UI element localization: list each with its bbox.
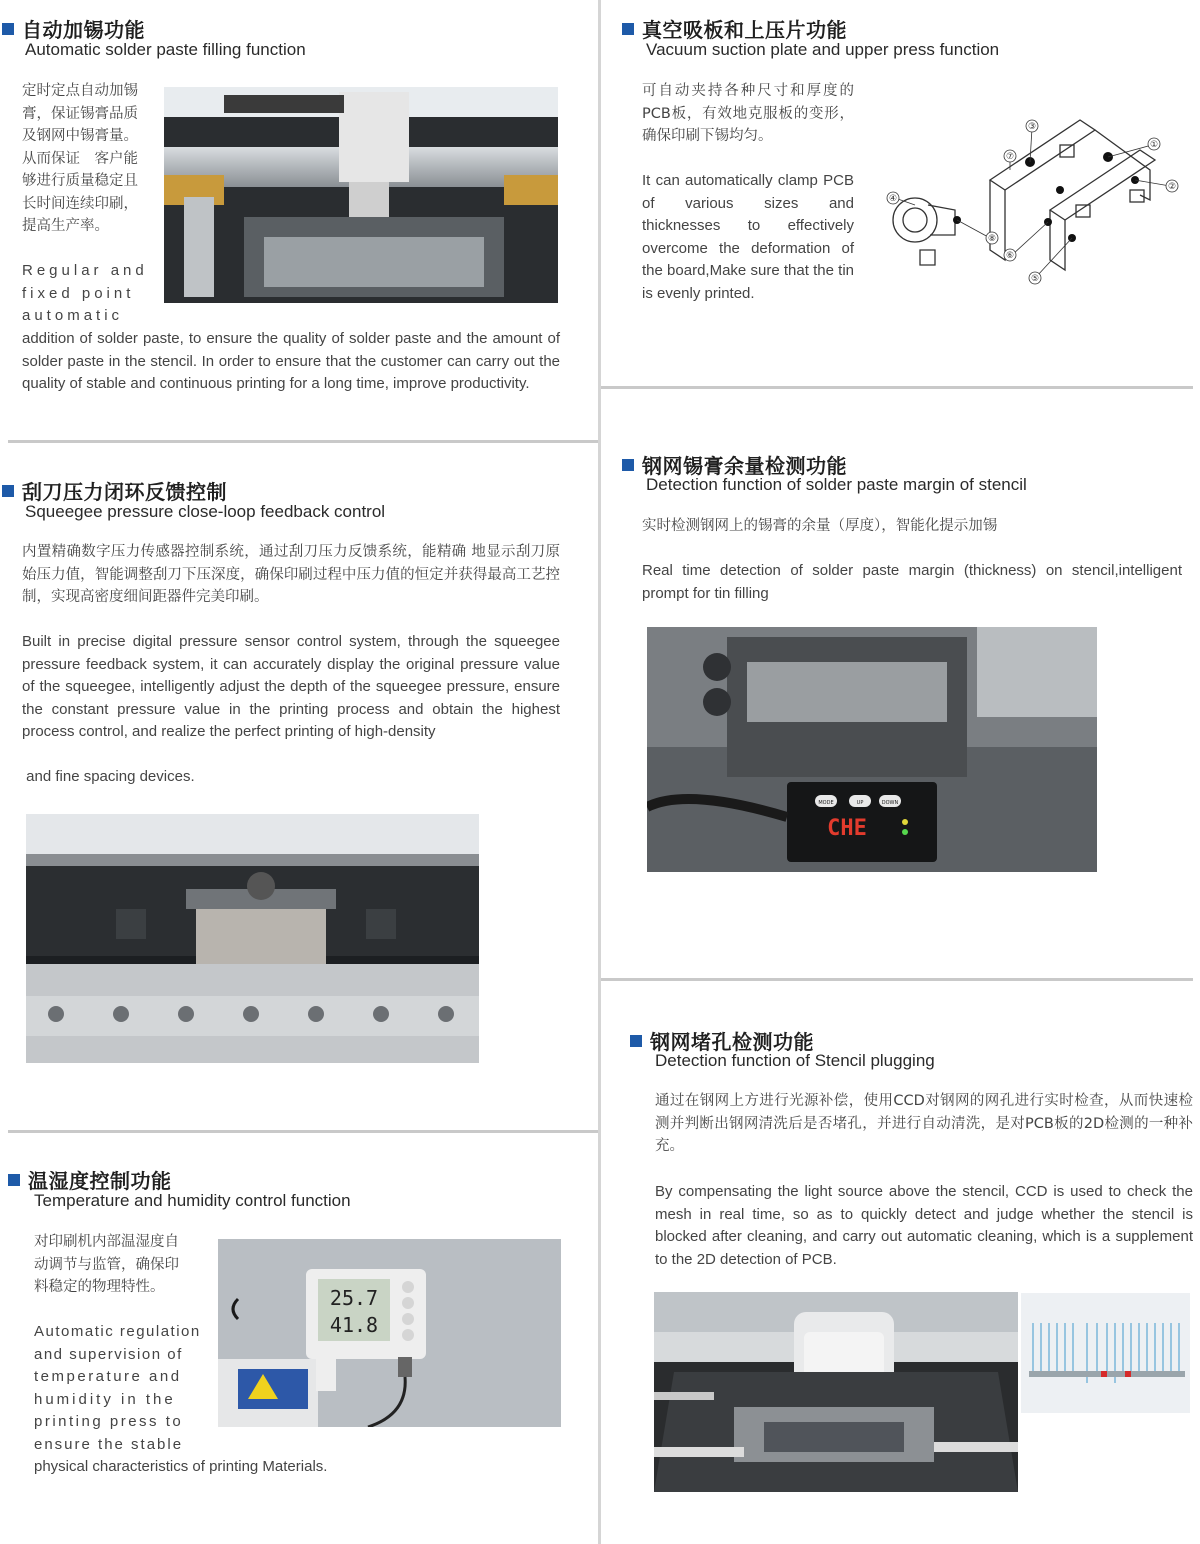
thickness-sensor-photo bbox=[647, 627, 1097, 872]
text-line: 及钢网中锡膏量。 bbox=[22, 128, 138, 144]
clamp-mechanism-diagram bbox=[880, 110, 1185, 290]
text-line: Regular and bbox=[22, 262, 148, 279]
diagram-callout: ⑧ bbox=[987, 234, 997, 244]
bullet-square-icon bbox=[622, 459, 634, 471]
zh-paragraph bbox=[22, 80, 157, 238]
zh-title: 温湿度控制功能 bbox=[28, 1169, 172, 1193]
section-heading bbox=[2, 476, 227, 505]
zh-title: 钢网堵孔检测功能 bbox=[650, 1030, 814, 1054]
text-line: 膏，保证锡膏品质 bbox=[22, 105, 138, 122]
zh-paragraph bbox=[34, 1231, 206, 1299]
diagram-callout: ② bbox=[1167, 182, 1177, 192]
en-title: Vacuum suction plate and upper press function bbox=[646, 40, 1000, 59]
en-paragraph: Real time detection of solder paste margin (thickness) on stencil,intelligent prompt for tin filling bbox=[642, 562, 1182, 602]
section-divider-right-1 bbox=[601, 386, 1193, 389]
text-line: 料稳定的物理特性。 bbox=[34, 1279, 165, 1295]
column-divider bbox=[598, 0, 601, 1544]
text-line: Automatic regulation bbox=[34, 1323, 201, 1340]
en-title: Detection function of solder paste margin of stencil bbox=[646, 475, 1027, 494]
sensor-display-readout: CHE bbox=[827, 816, 867, 841]
section-heading bbox=[622, 14, 847, 43]
sensor-button-label: UP bbox=[856, 800, 864, 806]
squeegee-photo bbox=[26, 814, 479, 1063]
diagram-callout: ⑦ bbox=[1005, 152, 1015, 162]
ccd-inspection-photo bbox=[654, 1292, 1018, 1492]
text-line: 够进行质量稳定且 bbox=[22, 173, 138, 189]
text-line: ensure the stable bbox=[34, 1435, 184, 1453]
diagram-callout: ⑤ bbox=[1030, 274, 1040, 284]
sensor-button-label: DOWN bbox=[881, 800, 899, 806]
zh-paragraph: 可自动夹持各种尺寸和厚度的PCB板，有效地克服板的变形，确保印刷下锡均匀。 bbox=[642, 83, 854, 144]
en-paragraph-tail: and fine spacing devices. bbox=[22, 768, 195, 785]
diagram-callout: ① bbox=[1149, 140, 1159, 150]
en-title: Detection function of Stencil plugging bbox=[655, 1051, 935, 1070]
text-line: 动调节与监管，确保印 bbox=[34, 1256, 179, 1273]
text-line: 对印刷机内部温湿度自 bbox=[34, 1234, 179, 1250]
bullet-square-icon bbox=[2, 23, 14, 35]
sensor-button-label: MODE bbox=[818, 800, 834, 806]
text-line: humidity in the bbox=[34, 1390, 176, 1408]
bullet-square-icon bbox=[630, 1035, 642, 1047]
text-line: and supervision of bbox=[34, 1345, 183, 1363]
bullet-square-icon bbox=[2, 485, 14, 497]
diagram-callout: ③ bbox=[1027, 122, 1037, 132]
text-line: 提高生产率。 bbox=[22, 218, 109, 234]
zh-title: 自动加锡功能 bbox=[22, 18, 145, 42]
temperature-readout: 25.7 bbox=[329, 1286, 379, 1310]
zh-title: 刮刀压力闭环反馈控制 bbox=[22, 480, 227, 504]
solder-dispenser-photo bbox=[164, 87, 558, 303]
diagram-callout: ⑥ bbox=[1005, 251, 1015, 261]
en-title: Automatic solder paste filling function bbox=[25, 40, 306, 59]
en-paragraph-continued: physical characteristics of printing Materials. bbox=[34, 1458, 328, 1475]
en-paragraph: Built in precise digital pressure sensor control system, through the squeegee pressure feedback system, it can accurately display the original pressure value of the squeegee, intelligently adjust the depth of the squeegee pressure, ensure the constant pressure value in the printing process and obtain the highest process control, and realize the perfect printing of high-density bbox=[22, 633, 560, 740]
text-line: 长时间连续印刷， bbox=[22, 195, 138, 212]
en-paragraph-continued: addition of solder paste, to ensure the quality of solder paste and the amount of solder paste in the stencil. In order to ensure that the customer can carry out the quality of stable and continuous printing for a long time, improve productivity. bbox=[22, 330, 560, 392]
text-line: printing press to bbox=[34, 1413, 184, 1430]
hygrometer-photo bbox=[218, 1239, 561, 1427]
humidity-readout: 41.8 bbox=[329, 1313, 379, 1337]
zh-title: 真空吸板和上压片功能 bbox=[642, 18, 847, 42]
zh-paragraph: 实时检测钢网上的锡膏的余量（厚度），智能化提示加锡 bbox=[642, 518, 998, 534]
zh-paragraph: 通过在钢网上方进行光源补偿，使用CCD对钢网的网孔进行实时检查，从而快速检测并判断出钢网清洗后是否堵孔，并进行自动清洗，是对PCB板的2D检测的一种补充。 bbox=[655, 1093, 1193, 1154]
section-heading bbox=[8, 1165, 172, 1194]
en-paragraph: It can automatically clamp PCB of various sizes and thicknesses to effectively overcome the deformation of the board,Make sure that the tin is evenly printed. bbox=[642, 172, 854, 302]
section-divider-right-2 bbox=[601, 978, 1193, 981]
text-line: 定时定点自动加锡 bbox=[22, 83, 138, 99]
en-paragraph: By compensating the light source above the stencil, CCD is used to check the mesh in real time, so as to quickly detect and judge whether the stencil is blocked after cleaning, and carry out automatic cleaning, which is a supplement to the 2D detection of PCB. bbox=[655, 1183, 1193, 1268]
en-title: Temperature and humidity control function bbox=[34, 1191, 351, 1210]
en-paragraph-start bbox=[34, 1321, 206, 1456]
light-compensation-diagram bbox=[1021, 1293, 1190, 1413]
section-heading bbox=[2, 14, 145, 43]
section-divider-left-1 bbox=[8, 440, 598, 443]
en-title: Squeegee pressure close-loop feedback control bbox=[25, 502, 386, 521]
diagram-callout: ④ bbox=[888, 194, 898, 204]
text-line: temperature and bbox=[34, 1368, 182, 1385]
zh-title: 钢网锡膏余量检测功能 bbox=[642, 454, 847, 478]
bullet-square-icon bbox=[622, 23, 634, 35]
zh-paragraph: 内置精确数字压力传感器控制系统，通过刮刀压力反馈系统，能精确 地显示刮刀原始压力值，智能调整刮刀下压深度，确保印刷过程中压力值的恒定并获得最高工艺控制，实现高密度细间距器件完美印刷。 bbox=[22, 544, 560, 605]
text-line: fixed point bbox=[22, 284, 135, 302]
text-line: 从而保证 客户能 bbox=[22, 150, 138, 167]
text-line: automatic bbox=[22, 307, 124, 324]
en-paragraph-start bbox=[22, 260, 152, 328]
bullet-square-icon bbox=[8, 1174, 20, 1186]
section-divider-left-2 bbox=[8, 1130, 598, 1133]
